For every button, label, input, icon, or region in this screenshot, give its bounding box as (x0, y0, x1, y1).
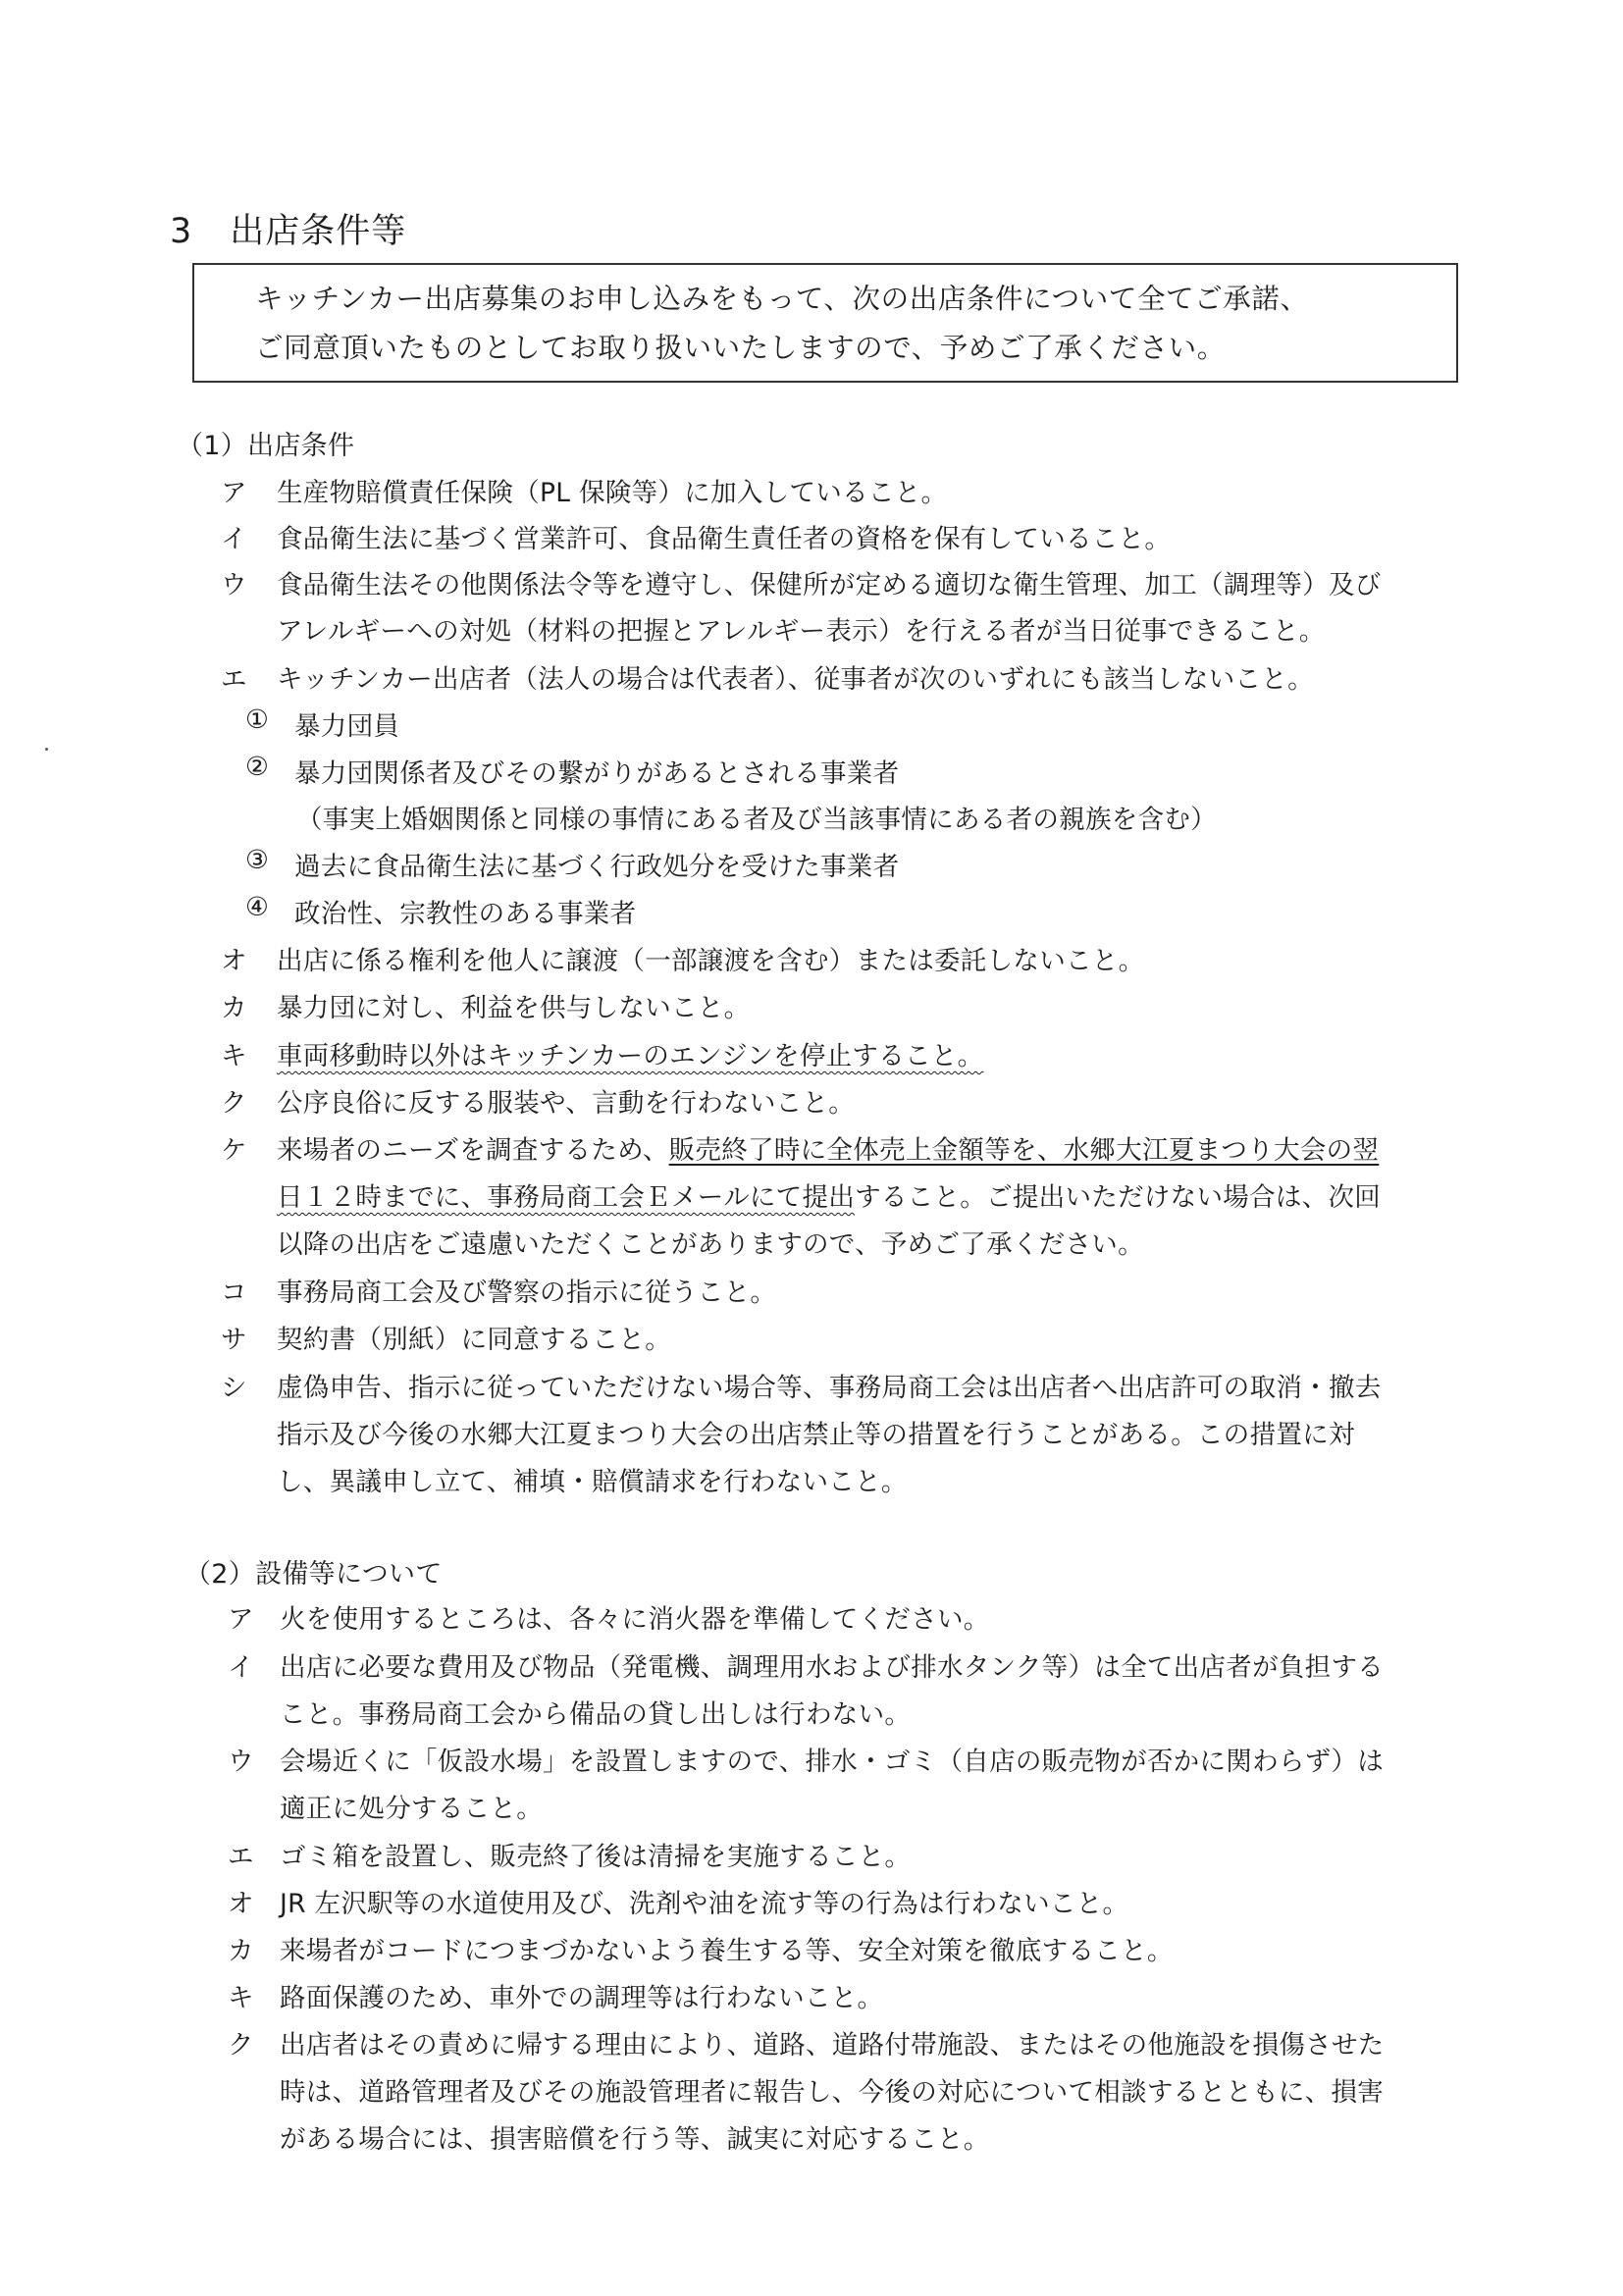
cond-ke-line-3: 以降の出店をご遠慮いただくことがありますので、予めご了承ください。 (277, 1229, 1144, 1260)
cond-ke-line-2 (277, 1175, 1381, 1214)
equip-ku-line-3: がある場合には、損害賠償を行う等、誠実に対応すること。 (280, 2124, 990, 2155)
equip-i-line-2: こと。事務局商工会から備品の貸し出しは行わない。 (280, 1699, 912, 1730)
equip-u-line-2: 適正に処分すること。 (280, 1794, 543, 1824)
cond-e-4-text: 政治性、宗教性のある事業者 (294, 899, 637, 929)
cond-u-line-2: アレルギーへの対処（材料の把握とアレルギー表示）を行える者が当日従事できること。 (277, 616, 1326, 647)
cond-e-3-marker: ③ (245, 845, 270, 875)
cond-shi-line-1: 虚偽申告、指示に従っていただけない場合等、事務局商工会は出店者へ出店許可の取消・撤去 (277, 1373, 1382, 1403)
cond-a-marker: ア (221, 478, 247, 508)
cond-e-text: キッチンカー出店者（法人の場合は代表者）、従事者が次のいずれにも該当しないこと。 (277, 664, 1314, 695)
cond-e-2-marker: ② (245, 752, 270, 782)
cond-ko-text: 事務局商工会及び警察の指示に従うこと。 (277, 1278, 777, 1308)
cond-u-line-1: 食品衛生法その他関係法令等を遵守し、保健所が定める適切な衛生管理、加工（調理等）及び (277, 570, 1382, 600)
cond-e-marker: エ (221, 664, 247, 695)
equip-i-line-1: 出店に必要な費用及び物品（発電機、調理用水および排水タンク等）は全て出店者が負担する (280, 1652, 1385, 1683)
cond-e-2-note: （事実上婚姻関係と同様の事情にある者及び当該事情にある者の親族を含む） (296, 805, 1217, 835)
section-number: 3 (170, 212, 193, 251)
equip-i-marker: イ (228, 1652, 254, 1683)
cond-i-marker: イ (221, 524, 247, 554)
equip-ku-line-2: 時は、道路管理者及びその施設管理者に報告し、今後の対応について相談するとともに、損害 (280, 2077, 1385, 2108)
cond-ka-marker: カ (221, 993, 247, 1023)
cond-shi-line-3: し、異議申し立て、補填・賠償請求を行わないこと。 (277, 1467, 908, 1497)
equip-u-line-1: 会場近くに「仮設水場」を設置しますので、排水・ゴミ（自店の販売物が否かに関わらず）は (280, 1747, 1385, 1777)
cond-ku-marker: ク (221, 1088, 247, 1119)
cond-shi-marker: シ (221, 1373, 247, 1403)
cond-ke-line-1-plain: 来場者のニーズを調査するため、 (277, 1135, 669, 1166)
cond-ka-text: 暴力団に対し、利益を供与しないこと。 (277, 993, 751, 1023)
cond-o-marker: オ (221, 946, 247, 976)
notice-line-1: キッチンカー出店募集のお申し込みをもって、次の出店条件について全てご承諾、 (255, 283, 1309, 315)
cond-ke-line-2-underlined: 日１２時までに、事務局商工会Ｅメールにて提出 (277, 1182, 856, 1213)
cond-i-text: 食品衛生法に基づく営業許可、食品衛生責任者の資格を保有していること。 (277, 524, 1172, 554)
equip-ki-marker: キ (228, 1983, 254, 2013)
equip-o-text: JR 左沢駅等の水道使用及び、洗剤や油を流す等の行為は行わないこと。 (280, 1889, 1129, 1919)
cond-e-2-text: 暴力団関係者及びその繋がりがあるとされる事業者 (294, 758, 900, 789)
cond-ki-text: 車両移動時以外はキッチンカーのエンジンを停止すること。 (277, 1041, 984, 1071)
cond-e-4-marker: ④ (245, 892, 270, 922)
equip-ki-text: 路面保護のため、車外での調理等は行わないこと。 (280, 1983, 884, 2013)
equip-a-text: 火を使用するところは、各々に消火器を準備してください。 (280, 1604, 990, 1635)
equip-ku-line-1: 出店者はその責めに帰する理由により、道路、道路付帯施設、またはその他施設を損傷させた (280, 2030, 1385, 2061)
cond-sa-marker: サ (221, 1325, 247, 1355)
section-title-text: 出店条件等 (230, 212, 407, 251)
cond-ko-marker: コ (221, 1278, 247, 1308)
section-title (170, 204, 406, 253)
cond-ke-line-1 (277, 1128, 1379, 1167)
cond-e-1-marker: ① (245, 704, 270, 735)
conditions-heading: （1）出店条件 (177, 431, 355, 461)
cond-ke-line-1-underlined: 販売終了時に全体売上金額等を、水郷大江夏まつり大会の翌 (668, 1135, 1380, 1166)
equip-a-marker: ア (228, 1604, 254, 1635)
cond-ku-text: 公序良俗に反する服装や、言動を行わないこと。 (277, 1088, 856, 1119)
cond-a-text: 生産物賠償責任保険（PL 保険等）に加入していること。 (277, 478, 948, 508)
cond-ki-marker: キ (221, 1041, 247, 1071)
cond-e-1-text: 暴力団員 (294, 711, 400, 742)
cond-ke-marker: ケ (221, 1135, 247, 1166)
scan-speck (45, 748, 48, 751)
equip-e-marker: エ (228, 1842, 254, 1872)
notice-box (192, 263, 1458, 383)
equip-ka-text: 来場者がコードにつまづかないよう養生する等、安全対策を徹底すること。 (280, 1936, 1174, 1966)
equip-o-marker: オ (228, 1889, 254, 1919)
equip-ka-marker: カ (228, 1936, 254, 1966)
cond-u-marker: ウ (221, 570, 247, 600)
cond-sa-text: 契約書（別紙）に同意すること。 (277, 1325, 671, 1355)
cond-e-3-text: 過去に食品衛生法に基づく行政処分を受けた事業者 (294, 852, 900, 882)
cond-ke-line-2-plain: すること。ご提出いただけない場合は、次回 (855, 1182, 1382, 1213)
notice-line-2: ご同意頂いたものとしてお取り扱いいたしますので、予めご了承ください。 (255, 332, 1226, 364)
equip-e-text: ゴミ箱を設置し、販売終了後は清掃を実施すること。 (280, 1842, 912, 1872)
equip-u-marker: ウ (228, 1747, 254, 1777)
equip-ku-marker: ク (228, 2030, 254, 2061)
cond-shi-line-2: 指示及び今後の水郷大江夏まつり大会の出店禁止等の措置を行うことがある。この措置に対 (277, 1420, 1355, 1450)
cond-o-text: 出店に係る権利を他人に譲渡（一部譲渡を含む）または委託しないこと。 (277, 946, 1145, 976)
equipment-heading: （2）設備等について (184, 1559, 443, 1590)
